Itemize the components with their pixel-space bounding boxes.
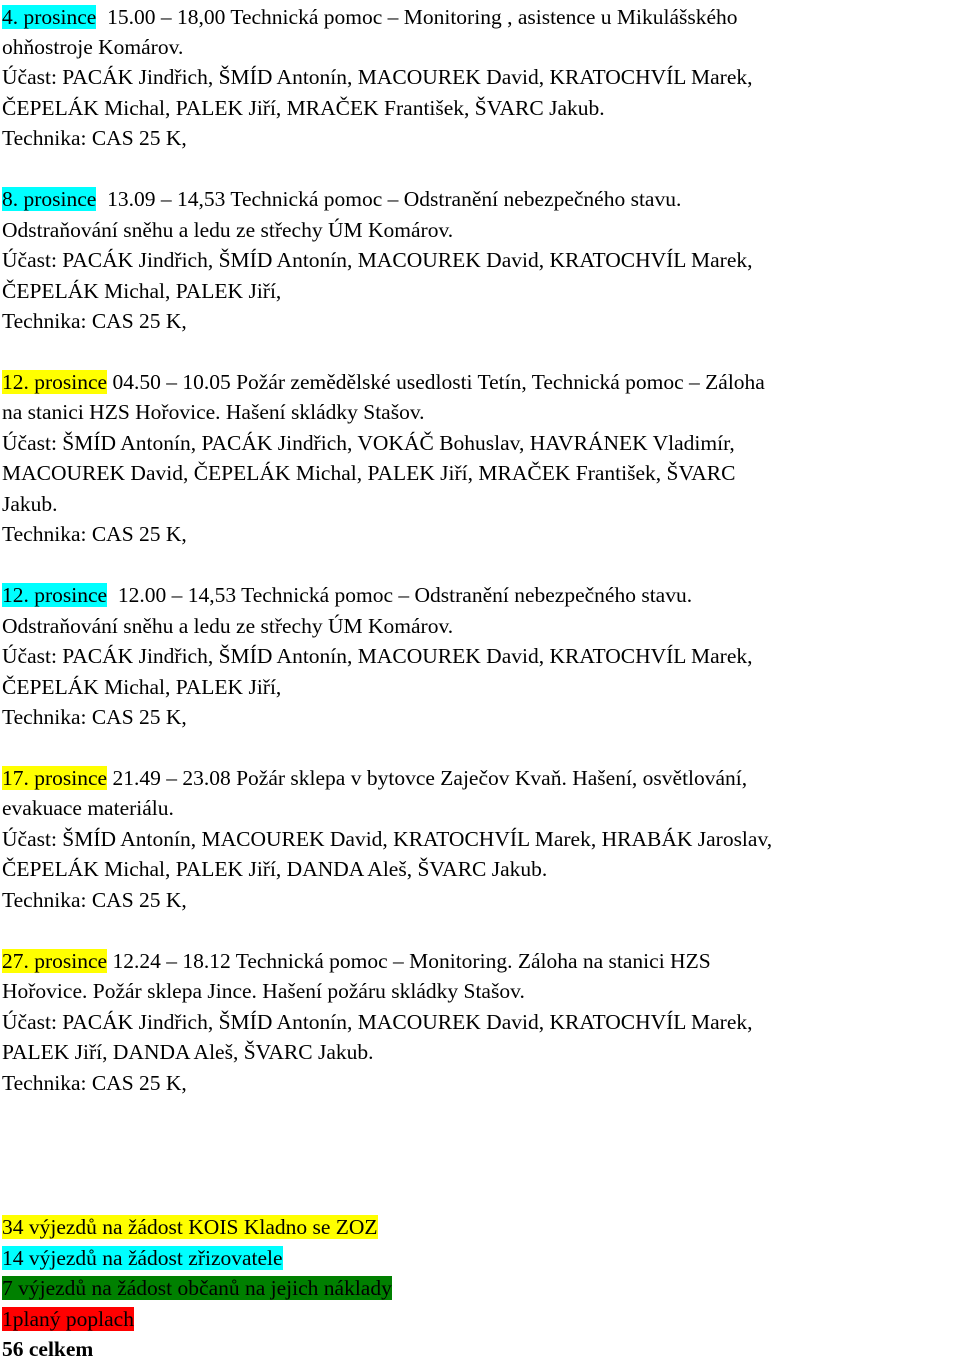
summary-kois [2, 1213, 378, 1243]
entry-5-desc-1: 21.49 – 23.08 Požár sklepa v bytovce Zaječov Kvaň. Hašení, osvětlování, [112, 766, 748, 790]
entry-3-technika: Technika: CAS 25 K, [2, 522, 187, 546]
entry-3-desc-1: 04.50 – 10.05 Požár zemědělské usedlosti Tetín, Technická pomoc – Záloha [112, 370, 765, 394]
entry-4-desc-1: 12.00 – 14,53 Technická pomoc – Odstranění nebezpečného stavu. [117, 583, 693, 607]
summary-obcane [2, 1274, 392, 1304]
entry-5-date: 17. prosince [2, 766, 108, 790]
summary-kois-text: 34 výjezdů na žádost KOIS Kladno se ZOZ [2, 1215, 378, 1239]
entry-4-date: 12. prosince [2, 583, 108, 607]
entry-2-header [2, 185, 681, 215]
entry-3-header [2, 368, 765, 398]
summary-plany [2, 1305, 134, 1335]
entry-3-participants-1: Účast: ŠMÍD Antonín, PACÁK Jindřich, VOKÁČ Bohuslav, HAVRÁNEK Vladimír, [2, 431, 735, 455]
entry-4-participants-2: ČEPELÁK Michal, PALEK Jiří, [2, 675, 282, 699]
entry-6-header [2, 947, 711, 977]
entry-5-desc-2: evakuace materiálu. [2, 796, 174, 820]
entry-2-desc-1: 13.09 – 14,53 Technická pomoc – Odstranění nebezpečného stavu. [107, 187, 682, 211]
entry-6-desc-1: 12.24 – 18.12 Technická pomoc – Monitoring. Záloha na stanici HZS [112, 949, 711, 973]
entry-4-desc-2: Odstraňování sněhu a ledu ze střechy ÚM Komárov. [2, 614, 454, 638]
entry-6-participants-2: PALEK Jiří, DANDA Aleš, ŠVARC Jakub. [2, 1040, 374, 1064]
entry-4-technika: Technika: CAS 25 K, [2, 705, 187, 729]
entry-5-header [2, 764, 747, 794]
entry-3-participants-2: MACOUREK David, ČEPELÁK Michal, PALEK Jiří, MRAČEK František, ŠVARC [2, 461, 736, 485]
entry-5-participants-2: ČEPELÁK Michal, PALEK Jiří, DANDA Aleš, ŠVARC Jakub. [2, 857, 548, 881]
entry-2-participants-1: Účast: PACÁK Jindřich, ŠMÍD Antonín, MACOUREK David, KRATOCHVÍL Marek, [2, 248, 753, 272]
entry-1-date: 4. prosince [2, 5, 97, 29]
entry-6-desc-2: Hořovice. Požár sklepa Jince. Hašení požáru skládky Stašov. [2, 979, 525, 1003]
entry-3-date: 12. prosince [2, 370, 108, 394]
entry-1-participants-2: ČEPELÁK Michal, PALEK Jiří, MRAČEK František, ŠVARC Jakub. [2, 96, 605, 120]
summary-obcane-text: 7 výjezdů na žádost občanů na jejich náklady [2, 1276, 392, 1300]
entry-1-desc-2: ohňostroje Komárov. [2, 35, 184, 59]
summary-celkem: 56 celkem [2, 1337, 94, 1361]
entry-1-technika: Technika: CAS 25 K, [2, 126, 187, 150]
entry-3-desc-2: na stanici HZS Hořovice. Hašení skládky Stašov. [2, 400, 425, 424]
entry-2-desc-2: Odstraňování sněhu a ledu ze střechy ÚM Komárov. [2, 218, 454, 242]
entry-3-participants-3: Jakub. [2, 492, 58, 516]
summary-zrizovatel [2, 1244, 283, 1274]
summary-plany-text: 1planý poplach [2, 1307, 134, 1331]
entry-2-participants-2: ČEPELÁK Michal, PALEK Jiří, [2, 279, 282, 303]
entry-4-participants-1: Účast: PACÁK Jindřich, ŠMÍD Antonín, MACOUREK David, KRATOCHVÍL Marek, [2, 644, 753, 668]
entry-1-header [2, 3, 738, 33]
entry-2-technika: Technika: CAS 25 K, [2, 309, 187, 333]
entry-1-participants-1: Účast: PACÁK Jindřich, ŠMÍD Antonín, MACOUREK David, KRATOCHVÍL Marek, [2, 65, 753, 89]
entry-5-participants-1: Účast: ŠMÍD Antonín, MACOUREK David, KRATOCHVÍL Marek, HRABÁK Jaroslav, [2, 827, 773, 851]
entry-6-technika: Technika: CAS 25 K, [2, 1071, 187, 1095]
entry-1-desc-1: 15.00 – 18,00 Technická pomoc – Monitoring , asistence u Mikulášského [107, 5, 738, 29]
entry-6-date: 27. prosince [2, 949, 108, 973]
entry-4-header [2, 581, 692, 611]
entry-6-participants-1: Účast: PACÁK Jindřich, ŠMÍD Antonín, MACOUREK David, KRATOCHVÍL Marek, [2, 1010, 753, 1034]
entry-2-date: 8. prosince [2, 187, 97, 211]
entry-5-technika: Technika: CAS 25 K, [2, 888, 187, 912]
summary-zrizovatel-text: 14 výjezdů na žádost zřizovatele [2, 1246, 283, 1270]
